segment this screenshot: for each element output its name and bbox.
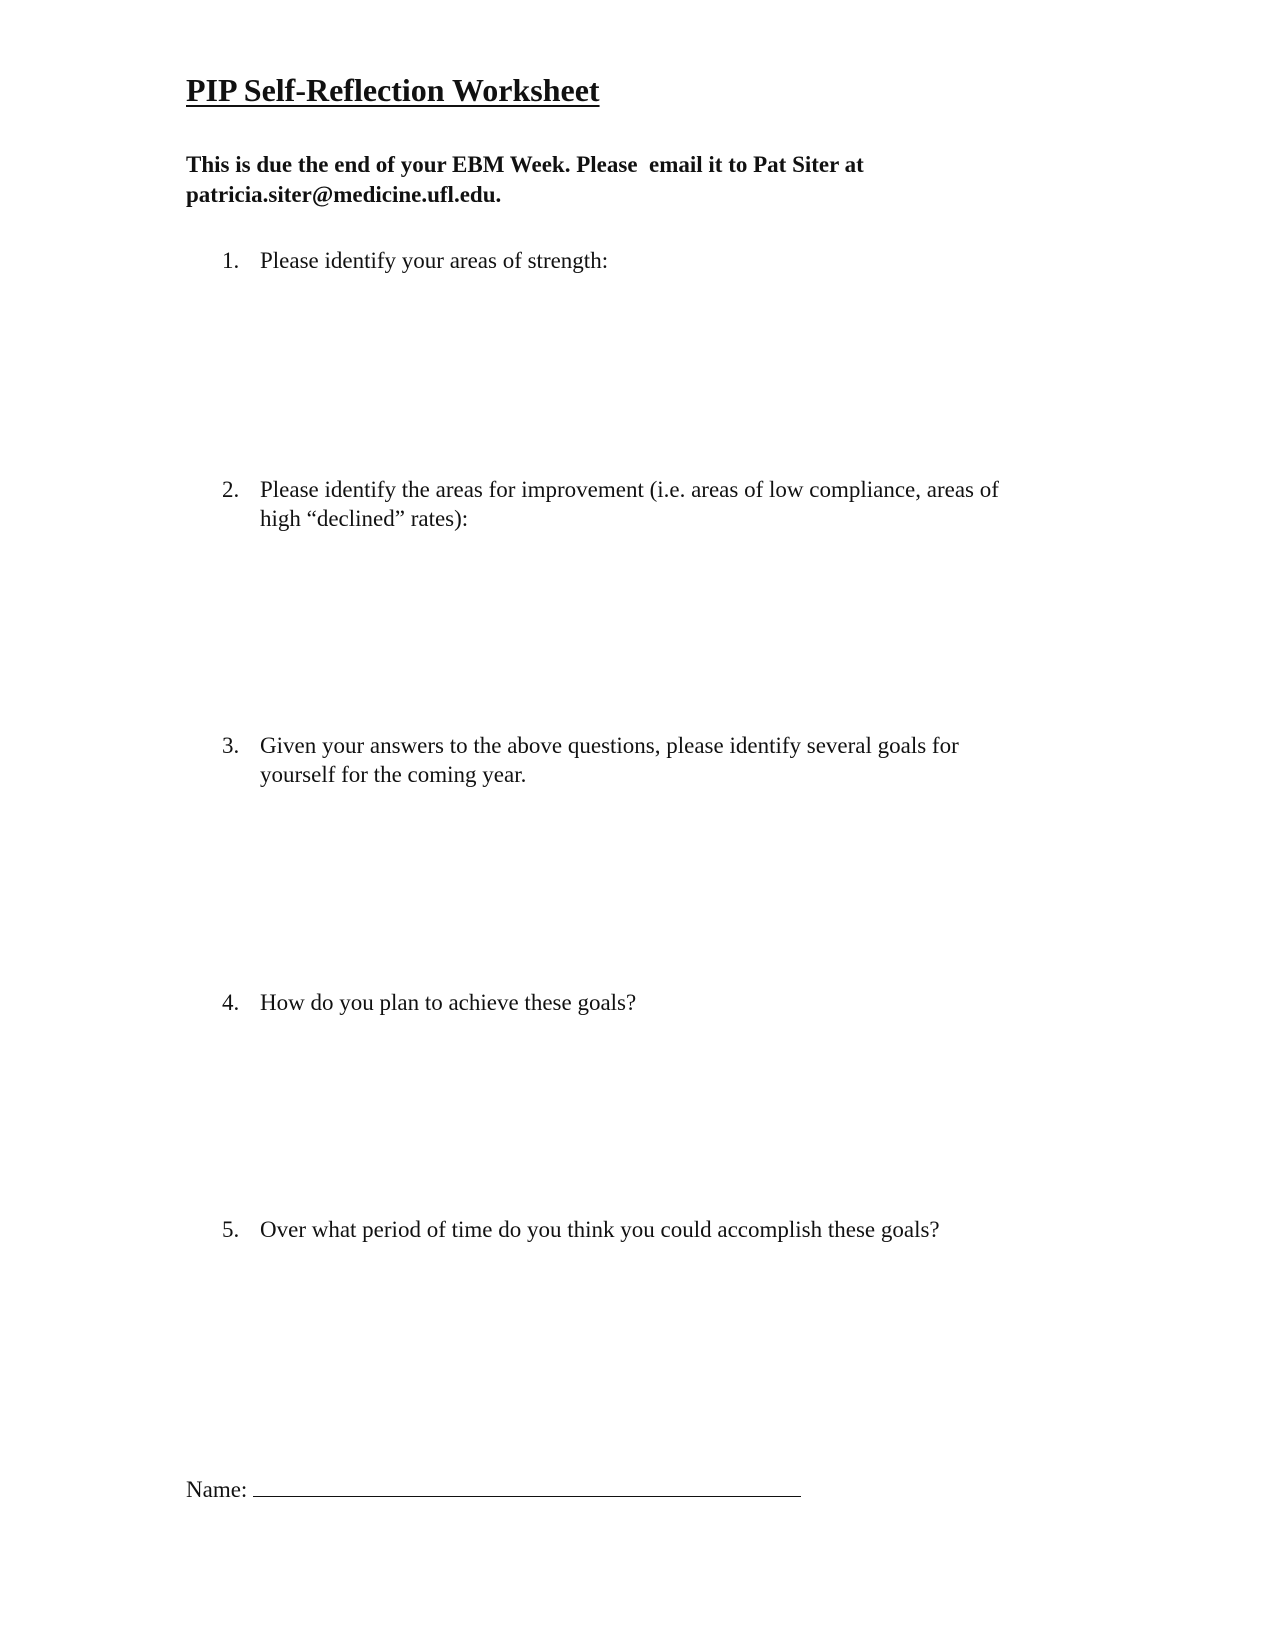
question-line: Over what period of time do you think you could accomplish these goals? <box>260 1217 940 1242</box>
question-line: Given your answers to the above questions, please identify several goals for <box>260 733 959 758</box>
question-5 <box>222 1215 1082 1244</box>
question-number: 1. <box>222 248 240 273</box>
question-number: 5. <box>222 1217 240 1242</box>
question-text <box>260 1215 1082 1244</box>
question-line: high “declined” rates): <box>260 506 469 531</box>
name-field <box>186 1472 801 1503</box>
question-line: Please identify the areas for improvement (i.e. areas of low compliance, areas of <box>260 477 999 502</box>
page-title: PIP Self-Reflection Worksheet <box>186 72 600 108</box>
question-text <box>260 475 1082 533</box>
question-4 <box>222 988 1082 1017</box>
question-text <box>260 246 1082 275</box>
question-1 <box>222 246 1082 275</box>
question-number: 4. <box>222 990 240 1015</box>
question-line: yourself for the coming year. <box>260 762 527 787</box>
question-2 <box>222 475 1082 533</box>
question-number: 2. <box>222 477 240 502</box>
question-line: How do you plan to achieve these goals? <box>260 990 637 1015</box>
notice-line: This is due the end of your EBM Week. Please email it to Pat Siter at <box>186 152 864 177</box>
submission-notice <box>186 150 946 210</box>
name-blank-line[interactable] <box>253 1472 801 1497</box>
question-text <box>260 731 1082 789</box>
question-3 <box>222 731 1082 789</box>
question-text <box>260 988 1082 1017</box>
notice-line: patricia.siter@medicine.ufl.edu. <box>186 182 502 207</box>
question-number: 3. <box>222 733 240 758</box>
name-label: Name: <box>186 1477 248 1502</box>
question-line: Please identify your areas of strength: <box>260 248 609 273</box>
